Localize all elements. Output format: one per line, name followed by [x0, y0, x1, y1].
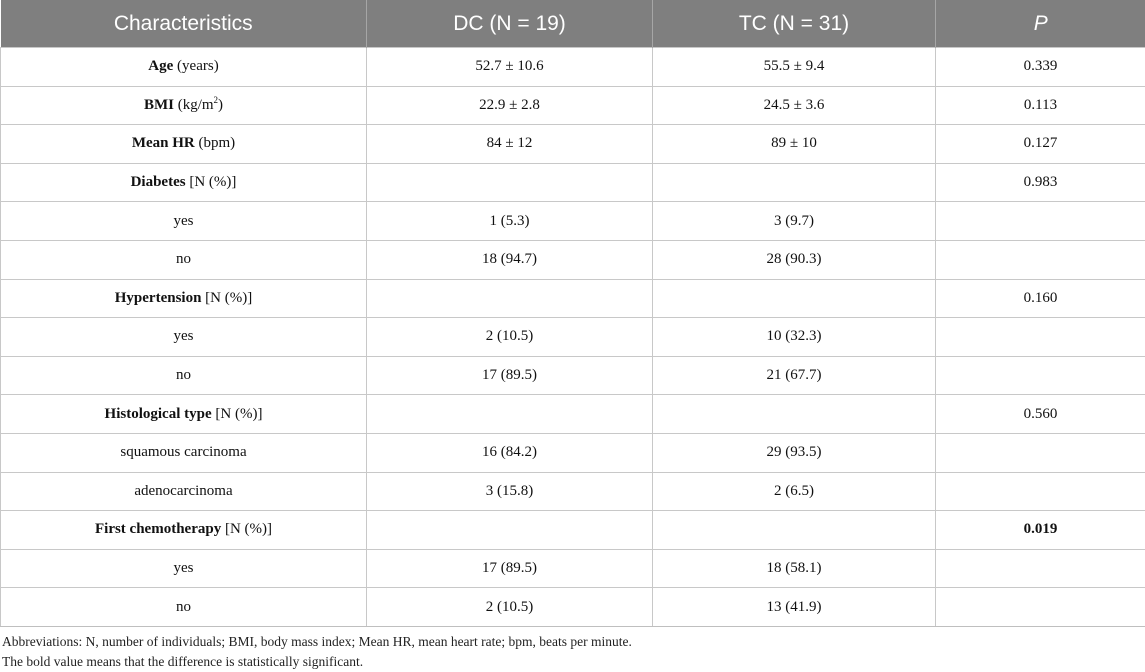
header-dc: DC (N = 19): [367, 0, 653, 48]
row-label-cell: [1, 356, 367, 395]
p-value-cell: 0.339: [936, 48, 1145, 87]
p-value-cell: [936, 202, 1145, 241]
p-value-cell: 0.160: [936, 279, 1145, 318]
row-label-unit: [N (%)]: [186, 174, 237, 190]
dc-value-cell: [367, 511, 653, 550]
abbreviations-note: Abbreviations: N, number of individuals; BMI, body mass index; Mean HR, mean heart rate; bpm, beats per minute.: [2, 632, 632, 652]
tc-value-cell: [653, 511, 936, 550]
table-row: [1, 240, 1145, 279]
table-body: [1, 48, 1145, 627]
dc-value-cell: 16 (84.2): [367, 433, 653, 472]
significance-note: The bold value means that the difference is statistically significant.: [2, 652, 632, 672]
dc-value-cell: 2 (10.5): [367, 588, 653, 627]
row-sublabel: yes: [174, 560, 194, 576]
row-label-cell: [1, 433, 367, 472]
row-label-unit: [N (%)]: [212, 406, 263, 422]
tc-value-cell: 13 (41.9): [653, 588, 936, 627]
dc-value-cell: 17 (89.5): [367, 549, 653, 588]
p-value-cell: 0.113: [936, 86, 1145, 125]
row-label-cell: [1, 86, 367, 125]
tc-value-cell: [653, 395, 936, 434]
table-row: [1, 48, 1145, 87]
row-label-superscript: 2: [214, 95, 219, 105]
dc-value-cell: 18 (94.7): [367, 240, 653, 279]
row-sublabel: no: [176, 599, 191, 615]
tc-value-cell: 24.5 ± 3.6: [653, 86, 936, 125]
row-label-cell: [1, 163, 367, 202]
row-sublabel: yes: [174, 213, 194, 229]
table-row: [1, 588, 1145, 627]
row-label-bold: Histological type: [105, 406, 212, 422]
table-row: [1, 433, 1145, 472]
dc-value-cell: 84 ± 12: [367, 125, 653, 164]
row-label-cell: [1, 202, 367, 241]
table-row: [1, 125, 1145, 164]
row-sublabel: no: [176, 251, 191, 267]
p-value-cell: [936, 433, 1145, 472]
dc-value-cell: [367, 163, 653, 202]
dc-value-cell: 3 (15.8): [367, 472, 653, 511]
p-value-cell: 0.560: [936, 395, 1145, 434]
header-tc: TC (N = 31): [653, 0, 936, 48]
p-value-cell: [936, 588, 1145, 627]
tc-value-cell: 28 (90.3): [653, 240, 936, 279]
table-row: [1, 395, 1145, 434]
table-row: [1, 318, 1145, 357]
p-value-cell: [936, 318, 1145, 357]
p-value-cell: 0.019: [936, 511, 1145, 550]
tc-value-cell: 29 (93.5): [653, 433, 936, 472]
table-row: [1, 202, 1145, 241]
dc-value-cell: 52.7 ± 10.6: [367, 48, 653, 87]
table-row: [1, 279, 1145, 318]
dc-value-cell: [367, 395, 653, 434]
p-value-cell: [936, 356, 1145, 395]
tc-value-cell: [653, 279, 936, 318]
p-value-cell: [936, 240, 1145, 279]
p-value-cell: 0.127: [936, 125, 1145, 164]
tc-value-cell: 2 (6.5): [653, 472, 936, 511]
header-p-value: P: [936, 0, 1145, 48]
p-value-cell: 0.983: [936, 163, 1145, 202]
table-row: [1, 511, 1145, 550]
row-label-unit: (kg/m: [174, 97, 214, 113]
dc-value-cell: 17 (89.5): [367, 356, 653, 395]
row-label-bold: Diabetes: [131, 174, 186, 190]
row-label-unit: [N (%)]: [221, 521, 272, 537]
table-footnotes: [2, 632, 632, 672]
row-label-unit: (years): [173, 58, 218, 74]
row-label-bold: BMI: [144, 97, 174, 113]
row-label-cell: [1, 318, 367, 357]
tc-value-cell: 21 (67.7): [653, 356, 936, 395]
table-row: [1, 549, 1145, 588]
tc-value-cell: 55.5 ± 9.4: [653, 48, 936, 87]
row-label-cell: [1, 48, 367, 87]
tc-value-cell: 3 (9.7): [653, 202, 936, 241]
header-characteristics: Characteristics: [1, 0, 367, 48]
table-row: [1, 472, 1145, 511]
tc-value-cell: 89 ± 10: [653, 125, 936, 164]
dc-value-cell: [367, 279, 653, 318]
row-label-cell: [1, 549, 367, 588]
p-value-cell: [936, 472, 1145, 511]
dc-value-cell: 22.9 ± 2.8: [367, 86, 653, 125]
row-label-tail: ): [218, 97, 223, 113]
row-sublabel: yes: [174, 328, 194, 344]
table-header-row: [1, 0, 1145, 48]
row-label-cell: [1, 511, 367, 550]
row-sublabel: no: [176, 367, 191, 383]
row-label-cell: [1, 125, 367, 164]
row-label-cell: [1, 279, 367, 318]
row-label-bold: First chemotherapy: [95, 521, 221, 537]
table-row: [1, 86, 1145, 125]
row-label-unit: (bpm): [195, 135, 235, 151]
row-label-cell: [1, 588, 367, 627]
table-row: [1, 356, 1145, 395]
row-label-cell: [1, 395, 367, 434]
dc-value-cell: 1 (5.3): [367, 202, 653, 241]
row-label-bold: Mean HR: [132, 135, 195, 151]
tc-value-cell: 10 (32.3): [653, 318, 936, 357]
row-label-bold: Hypertension: [115, 290, 202, 306]
row-label-cell: [1, 472, 367, 511]
tc-value-cell: [653, 163, 936, 202]
row-label-bold: Age: [148, 58, 173, 74]
row-sublabel: adenocarcinoma: [134, 483, 232, 499]
row-label-cell: [1, 240, 367, 279]
row-sublabel: squamous carcinoma: [120, 444, 246, 460]
row-label-unit: [N (%)]: [201, 290, 252, 306]
table-row: [1, 163, 1145, 202]
p-value-cell: [936, 549, 1145, 588]
tc-value-cell: 18 (58.1): [653, 549, 936, 588]
dc-value-cell: 2 (10.5): [367, 318, 653, 357]
